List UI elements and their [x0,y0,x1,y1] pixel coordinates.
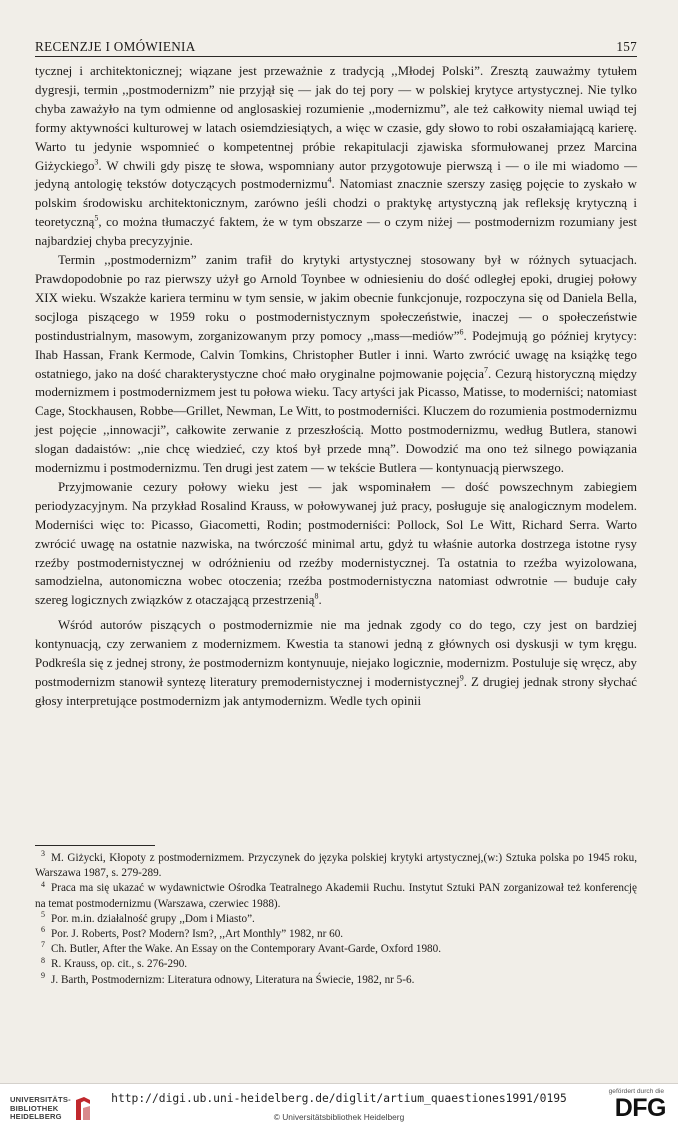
sponsor-block [609,1088,666,1122]
footnote-ref: 9 [459,673,464,683]
footnote-ref: 5 [94,213,99,223]
running-title: RECENZJE I OMÓWIENIA [35,39,196,54]
footnote: 9 J. Barth, Postmodernizm: Literatura odnowy, Literatura na Świecie, 1982, nr 5-6. [41,970,415,986]
sponsor-caption: gefördert durch die [608,1088,664,1095]
footnote-rule [35,845,155,846]
running-header [35,39,637,55]
page-number: 157 [616,39,637,54]
footnote-ref: 6 [459,327,464,337]
footnote: 5 Por. m.in. działalność grupy ,,Dom i Miasto”. [41,910,255,925]
paragraph-4: Wśród autorów piszących o postmodernizmie nie ma jednak zgody co do tego, czy jest on bardziej kontynuacją, czy zerwaniem z modernizmem. Kwestia ta stanowi jedną z głównych osi dyskusji w tym kręgu. Podkreśla się z jednej strony, że postmodernizm kontynuuje, niejako logicznie, modernizm. Postuluje się wręcz, aby postmodernizm stanowił syntezę literatury premodernistycznej i modernistycznej$^9$. Z drugiej jednak strony słychać głosy interpretujące postmodernizm jak antymodernizm. Wedle tych opinii [35,618,637,708]
footnote: 7 Ch. Butler, After the Wake. An Essay on the Contemporary Avant-Garde, Oxford 1980. [41,940,442,956]
footnote: 6 Por. J. Roberts, Post? Modern? Ism?, ,,Art Monthly” 1982, nr 60. [41,925,344,941]
permalink-url[interactable]: http://digi.ub.uni-heidelberg.de/diglit/artium_quaestiones1991/0195 [111,1092,567,1105]
footnote: 8 R. Krauss, op. cit., s. 276-290. [41,955,188,971]
footnote-ref: 4 [327,176,332,186]
footnote-ref: 8 [314,592,319,602]
footnote-ref: 7 [484,365,489,375]
paragraph-2: Termin ,,postmodernizm” zanim trafił do krytyki artystycznej stosowany był w różnych sytuacjach. Prawdopodobnie po raz pierwszy użył go Arnold Toynbee w odniesieniu do dość odległej epoki, drugiej połowy XIX wieku. Wszakże kariera terminu w tym sensie, w jakim obecnie funkcjonuje, rozpoczyna się od Daniela Bella, socjloga piszącego w 1959 roku o postmodernistycznym społeczeństwie, inaczej — o społeczeństwie postindustrialnym, masowym, zorganizowanym przy pomocy ,,mass—mediów”$^6$. Podejmują go później krytycy: Ihab Hassan, Frank Kermode, Calvin Tomkins, Christopher Butler i inni. Warto zwrócić uwagę na książkę tego ostatniego, jako na dość charakterystyczne choć mało oryginalne pojmowanie pojęcia$^7$. Cezurą historyczną między modernizmem i postmodernizmem jest tu połowa wieku. Tacy artyści jak Picasso, Matisse, to moderniści; natomiast Cage, Stockhausen, Robbe—Grillet, Newman, Le Witt, to postmoderniści. Kluczem do rozumienia postmodernizmu jest pojęcie ,,innowacji”, całkowite zerwanie z przeszłością. Motto postmodernizmu, według Butlera, stanowi slogan dadaistów: ,,nie chcę wiedzieć, czy ktoś był przede mną”. Dowodzić ma ono też silnego powiązania modernizmu i postmodernizmu. Ten drugi jest zatem — w tekście Butlera — kontynuacją pierwszego. [35,253,637,476]
header-rule [35,56,637,57]
main-text [35,62,637,711]
dfg-logo[interactable]: DFG [614,1094,666,1122]
copyright-notice: © Universitätsbibliothek Heidelberg [273,1112,405,1122]
paragraph-1: tycznej i architektonicznej; wiązane jest przeważnie z tradycją ,,Młodej Polski”. Zresztą zauważmy tytułem dygresji, termin ,,postmodernizm” nie przyjął się — jak do tej pory — w polskiej krytyce artystycznej. Nie tylko chyba zaważyło na tym odmienne od anglosaskiej rozumienie ,,modernizmu”, ale też całkowity niemal uwiąd tej formy aktywności kulturowej w latach osiemdziesiątych, a więc w czasie, gdy słowo to robi oszałamiającą karierę. Warto tu jedynie wspomnieć o kompetentnej próbie rekapitulacji zjawiska sformułowanej przez Marcina Giżyckiego$^3$. W chwili gdy piszę te słowa, wspomniany autor przygotowuje pierwszą i — o ile mi wiadomo — jedyną antologię tekstów dotyczących postmodernizmu$^4$. Natomiast znacznie szerszy zasięg pojęcie to zyskało w polskim środowisku architektonicznym, zarówno jeśli chodzi o praktykę artystyczną jak refleksję krytyczną i teoretyczną$^5$, co można tłumaczyć faktem, że w tym obszarze — o czym niżej — postmodernizm rozumiany jest najbardziej chyba precyzyjnie. [35,64,637,249]
footnote: 4 Praca ma się ukazać w wydawnictwie Ośrodka Teatralnego Akademii Ruchu. Instytut Sztuki PAN zorganizował też konferencję na temat postmodernizmu (Warszawa, czerwiec 1988). [35,879,637,910]
paragraph-3: Przyjmowanie cezury połowy wieku jest — jak wspominałem — dość powszechnym zabiegiem periodyzacyjnym. Na przykład Rosalind Krauss, w połowywanej już pracy, posługuje się analogicznym modelem. Moderniści więc to: Picasso, Giacometti, Rodin; postmoderniści: Pollock, Sol Le Witt, Richard Serra. Warto zwrócić uwagę na ostatnie nazwiska, na twórczość minimal artu, gdyż tu właśnie autorka dostrzega istotne rysy rzeźby postmodernistycznej w odróżnieniu od rzeźby modernistycznej. Ta ostatnia to rzeźba wyizolowana, samodzielna, autonomiczna wobec otoczenia; rzeźba postmodernistyczna natomiast odwrotnie — buduje cały szereg logicznych związków z otaczającą przestrzenią$^8$. [35,479,637,608]
library-name: UNIVERSITÄTS- BIBLIOTHEK HEIDELBERG [10,1095,71,1122]
footnotes [35,851,637,988]
footnote: 3 M. Giżycki, Kłopoty z postmodernizmem. Przyczynek do języka polskiej krytyki artystycznej,(w:) Sztuka polska po 1945 roku, Warszawa 1987, s. 279-289. [35,849,637,880]
footnote-ref: 3 [94,157,99,167]
digitization-footer [0,1083,678,1130]
